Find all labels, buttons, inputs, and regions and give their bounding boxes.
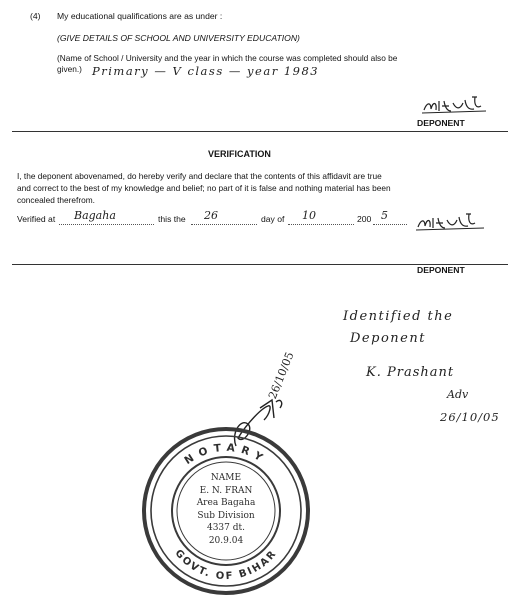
verification-para-line2: and correct to the best of my knowledge and belief; no part of it is false and nothing material has been xyxy=(17,183,391,193)
notary-stamp xyxy=(141,426,311,596)
deponent-signature-2 xyxy=(414,209,492,235)
item-number: (4) xyxy=(30,11,41,21)
verification-title: VERIFICATION xyxy=(208,149,271,159)
identifier-title: Adv xyxy=(447,388,469,401)
stamp-reg-date: 20.9.04 xyxy=(208,535,244,546)
section-divider-1 xyxy=(12,131,508,132)
deponent-signature-1 xyxy=(420,92,495,118)
stamp-sub-division: Sub Division xyxy=(197,510,255,521)
this-the-label: this the xyxy=(158,214,186,224)
identification-date: 26/10/05 xyxy=(440,410,500,424)
year-prefix: 200 xyxy=(357,214,372,224)
day-of-label: day of xyxy=(261,214,285,224)
year-blank xyxy=(373,224,407,225)
stamp-bottom-text: GOVT. OF BIHAR xyxy=(172,547,280,583)
qualifications-heading: My educational qualifications are as under : xyxy=(57,11,223,21)
stamp-top-text: NOTARY xyxy=(182,441,270,468)
verified-month: 10 xyxy=(302,209,316,222)
day-blank xyxy=(191,224,257,225)
verification-para-line3: concealed therefrom. xyxy=(17,195,95,205)
identification-line1: Identified the xyxy=(343,309,454,324)
qualifications-instruction: (GIVE DETAILS OF SCHOOL AND UNIVERSITY EDUCATION) xyxy=(57,33,300,43)
stamp-notary-name: E. N. FRAN xyxy=(199,485,253,496)
verified-at-label: Verified at xyxy=(17,214,56,224)
identifier-signature: K. Prashant xyxy=(366,365,455,380)
verified-year-suffix: 5 xyxy=(381,209,388,222)
stamp-center-text xyxy=(141,426,311,547)
stamp-reg-number: 4337 dt. xyxy=(206,523,245,533)
month-blank xyxy=(288,224,354,225)
verified-day: 26 xyxy=(204,209,218,222)
verified-place: Bagaha xyxy=(74,209,116,222)
notary-signature-date: 26/10/05 xyxy=(266,350,297,401)
handwritten-education-entry: Primary — V class — year 1983 xyxy=(92,64,320,78)
identification-line2: Deponent xyxy=(350,331,426,346)
stamp-name-label: NAME xyxy=(210,473,242,483)
verification-para-line1: I, the deponent abovenamed, do hereby verify and declare that the contents of this affidavit are true xyxy=(17,171,382,181)
deponent-label-1: DEPONENT xyxy=(417,118,465,128)
deponent-label-2: DEPONENT xyxy=(417,265,465,275)
qualifications-note-line2: given.) xyxy=(57,64,82,74)
stamp-area: Area Bagaha xyxy=(196,498,256,508)
qualifications-note-line1: (Name of School / University and the year in which the course was completed should also be xyxy=(57,53,398,63)
place-blank xyxy=(59,224,154,225)
